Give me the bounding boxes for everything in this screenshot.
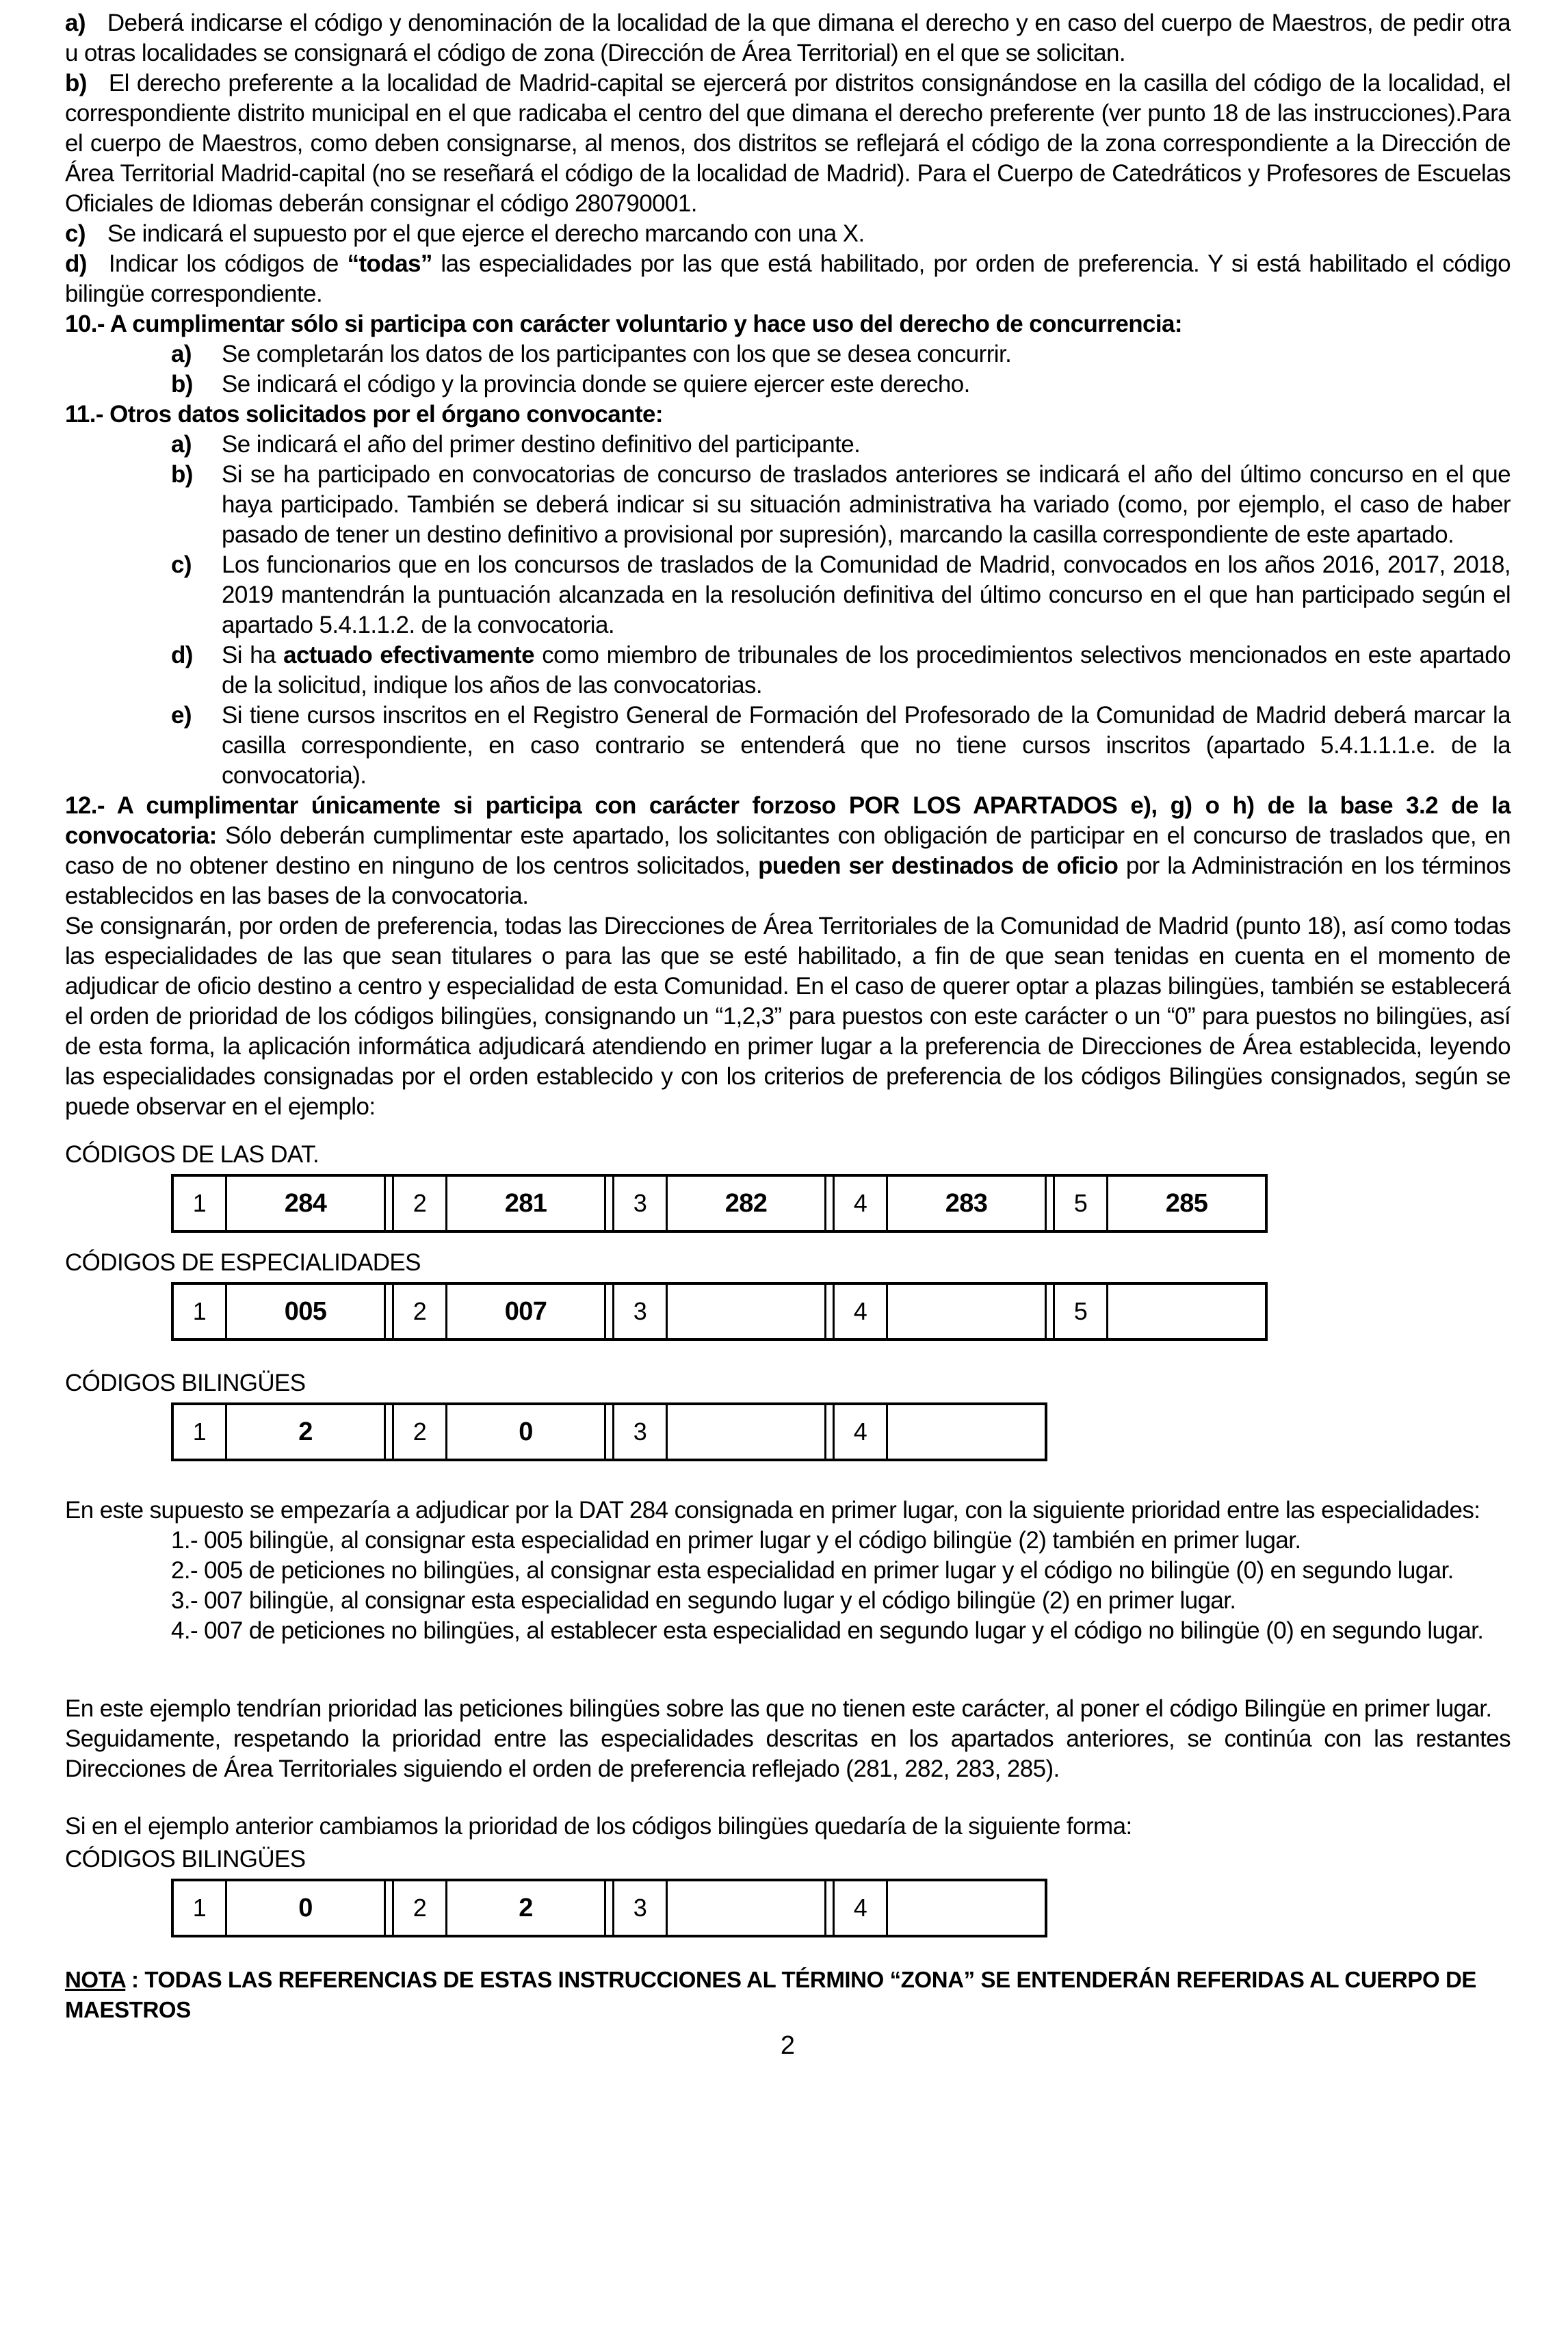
item-b-label: b) xyxy=(65,70,87,96)
table-dat xyxy=(171,1174,1268,1233)
table-cell-num: 4 xyxy=(835,1285,888,1338)
table-group xyxy=(833,1405,1045,1459)
section-11-item-c xyxy=(65,550,1511,640)
paragraph-item-a xyxy=(65,8,1511,68)
item-d-label: d) xyxy=(65,250,87,277)
table-cell-value xyxy=(888,1881,1045,1935)
item-b-text: El derecho preferente a la localidad de Madrid-capital se ejercerá por distritos consignándose en la casilla del código de la localidad, el correspondiente distrito municipal en el que radicaba el centro del que dimana el derecho preferente (ver punto 18 de las instrucciones).Para el cuerpo de Maestros, como deben consignarse, al menos, dos distritos se reflejará el código de la zona correspondiente a la Dirección de Área Territorial Madrid-capital (no se reseñará el código de la localidad de Madrid). Para el Cuerpo de Catedráticos y Profesores de Escuelas Oficiales de Idiomas deberán consignar el código 280790001. xyxy=(65,70,1511,217)
table-cell-value xyxy=(668,1405,824,1459)
table-cell-num: 1 xyxy=(174,1177,227,1230)
table-cell-num: 1 xyxy=(174,1285,227,1338)
priority-item-4: 4.- 007 de peticiones no bilingües, al establecer esta especialidad en segundo lugar y el código no bilingüe (0) en segundo lugar. xyxy=(171,1617,1484,1644)
item-d-text-after: las especialidades por las que está habilitado, por orden de preferencia. Y si está habilitado el código bilingüe correspondiente. xyxy=(65,250,1511,307)
table-cell-num: 3 xyxy=(614,1405,668,1459)
sub-item-label: d) xyxy=(171,642,193,668)
section-12-paragraph xyxy=(65,791,1511,911)
table-group xyxy=(174,1177,386,1230)
sub-item-text: Si tiene cursos inscritos en el Registro General de Formación del Profesorado de la Comunidad de Madrid deberá marcar la casilla correspondiente, en caso contrario se entenderá que no tiene cursos inscritos (apartado 5.4.1.1.1.e. de la convocatoria). xyxy=(222,702,1511,789)
table-cell-value xyxy=(888,1405,1045,1459)
table-group xyxy=(174,1881,386,1935)
paragraph-item-d xyxy=(65,249,1511,309)
table-group xyxy=(612,1881,826,1935)
section-12-bold-2: pueden ser destinados de oficio xyxy=(758,852,1119,879)
item-c-text: Se indicará el supuesto por el que ejerce el derecho marcando con una X. xyxy=(107,220,865,247)
item-d-text-before: Indicar los códigos de xyxy=(108,250,348,277)
sub-item-label: b) xyxy=(171,371,193,397)
paragraph-supuesto: En este supuesto se empezaría a adjudicar por la DAT 284 consignada en primer lugar, con la siguiente prioridad entre las especialidades: xyxy=(65,1497,1480,1524)
sub-item-label: a) xyxy=(171,341,192,367)
sub-item-text-before: Si ha xyxy=(222,642,284,668)
table-group xyxy=(833,1285,1047,1338)
table-cell-num: 4 xyxy=(835,1881,888,1935)
table-cell-value: 283 xyxy=(945,1189,988,1218)
section-12-text-1: Sólo deberán cumplimentar este apartado, los solicitantes con obligación de participar en el concurso de traslados que, en caso de no obtener destino en ninguno de los centros solicitados, xyxy=(65,822,1511,879)
table-cell-value: 007 xyxy=(504,1297,547,1326)
table-cell-value: 282 xyxy=(724,1189,768,1218)
section-10-heading: 10.- A cumplimentar sólo si participa con carácter voluntario y hace uso del derecho de concurrencia: xyxy=(65,311,1182,337)
table-cell-num: 5 xyxy=(1055,1285,1108,1338)
sub-item-bold: actuado efectivamente xyxy=(283,642,534,668)
table-cell-value: 285 xyxy=(1165,1189,1208,1218)
table-cell-num: 1 xyxy=(174,1881,227,1935)
table-especialidades-label: CÓDIGOS DE ESPECIALIDADES xyxy=(65,1249,421,1276)
table-cell-value xyxy=(668,1881,824,1935)
paragraph-item-c xyxy=(65,219,1511,249)
table-cell-value: 0 xyxy=(519,1418,533,1446)
table-group xyxy=(392,1881,606,1935)
table-group xyxy=(1053,1285,1265,1338)
paragraph-si-ejemplo: Si en el ejemplo anterior cambiamos la prioridad de los códigos bilingües quedaría de la siguiente forma: xyxy=(65,1813,1132,1840)
table-group xyxy=(1053,1177,1265,1230)
table-cell-num: 3 xyxy=(614,1177,668,1230)
table-dat-label: CÓDIGOS DE LAS DAT. xyxy=(65,1141,319,1168)
table-bilingues xyxy=(171,1402,1047,1461)
table-cell-num: 2 xyxy=(394,1285,447,1338)
sub-item-label: a) xyxy=(171,431,192,458)
table-cell-num: 4 xyxy=(835,1405,888,1459)
paragraph-seguidamente: Seguidamente, respetando la prioridad entre las especialidades descritas en los apartados anteriores, se continúa con las restantes Direcciones de Área Territoriales siguiendo el orden de preferencia reflejado (281, 282, 283, 285). xyxy=(65,1725,1511,1782)
priority-item-1: 1.- 005 bilingüe, al consignar esta especialidad en primer lugar y el código bilingüe (2) también en primer lugar. xyxy=(171,1527,1301,1554)
table-group xyxy=(392,1405,606,1459)
table-cell-num: 3 xyxy=(614,1881,668,1935)
table-bilingues-label: CÓDIGOS BILINGÜES xyxy=(65,1370,306,1396)
nota-line xyxy=(65,1965,1511,2025)
section-12-heading: 12.- A cumplimentar únicamente si participa con carácter forzoso POR LOS APARTADOS e), g) o h) de la base 3.2 de la convocatoria: xyxy=(65,792,1511,849)
item-c-label: c) xyxy=(65,220,86,247)
table-cell-num: 5 xyxy=(1055,1177,1108,1230)
priority-item-3: 3.- 007 bilingüe, al consignar esta especialidad en segundo lugar y el código bilingüe (2) en primer lugar. xyxy=(171,1587,1236,1614)
priority-item-2: 2.- 005 de peticiones no bilingües, al consignar esta especialidad en primer lugar y el código no bilingüe (0) en segundo lugar. xyxy=(171,1557,1454,1584)
table-especialidades xyxy=(171,1282,1268,1341)
section-11-heading: 11.- Otros datos solicitados por el órgano convocante: xyxy=(65,401,663,428)
table-group xyxy=(392,1177,606,1230)
sub-item-text-after: como miembro de tribunales de los procedimientos selectivos mencionados en este apartado de la solicitud, indique los años de las convocatorias. xyxy=(222,642,1511,699)
table-cell-num: 2 xyxy=(394,1405,447,1459)
paragraph-ejemplo: En este ejemplo tendrían prioridad las peticiones bilingües sobre las que no tienen este carácter, al poner el código Bilingüe en primer lugar. xyxy=(65,1695,1492,1722)
item-a-text: Deberá indicarse el código y denominación de la localidad de la que dimana el derecho y en caso del cuerpo de Maestros, de pedir otra u otras localidades se consignará el código de zona (Dirección de Área Territorial) en el que se solicitan. xyxy=(65,10,1511,66)
sub-item-text: Los funcionarios que en los concursos de traslados de la Comunidad de Madrid, convocados en los años 2016, 2017, 2018, 2019 mantendrán la puntuación alcanzada en la resolución definitiva del último concurso en el que han participado según el apartado 5.4.1.1.2. de la convocatoria. xyxy=(222,551,1511,638)
item-d-bold: “todas” xyxy=(347,250,432,277)
section-11-item-a xyxy=(65,430,1511,460)
table-group xyxy=(612,1285,826,1338)
table-cell-value: 281 xyxy=(504,1189,547,1218)
table-bilingues2-label: CÓDIGOS BILINGÜES xyxy=(65,1846,306,1872)
table-group xyxy=(612,1177,826,1230)
table-cell-num: 2 xyxy=(394,1177,447,1230)
item-a-label: a) xyxy=(65,10,86,36)
sub-item-text: Se indicará el año del primer destino definitivo del participante. xyxy=(222,431,861,458)
table-group xyxy=(612,1405,826,1459)
sub-item-label: c) xyxy=(171,551,192,578)
table-cell-value xyxy=(668,1285,824,1338)
sub-item-label: b) xyxy=(171,461,193,488)
table-cell-num: 4 xyxy=(835,1177,888,1230)
table-cell-value: 2 xyxy=(519,1894,533,1922)
table-cell-num: 1 xyxy=(174,1405,227,1459)
table-cell-value xyxy=(1108,1285,1265,1338)
nota-text: : TODAS LAS REFERENCIAS DE ESTAS INSTRUCCIONES AL TÉRMINO “ZONA” SE ENTENDERÁN REFERIDAS AL CUERPO DE MAESTROS xyxy=(65,1967,1477,2022)
sub-item-label: e) xyxy=(171,702,192,729)
table-cell-value: 284 xyxy=(284,1189,327,1218)
section-11-item-d xyxy=(65,640,1511,701)
table-group xyxy=(833,1177,1047,1230)
page-number: 2 xyxy=(780,2031,796,2060)
table-cell-num: 2 xyxy=(394,1881,447,1935)
paragraph-item-b xyxy=(65,68,1511,219)
section-10-item-b xyxy=(65,369,1511,400)
sub-item-text: Se completarán los datos de los participantes con los que se desea concurrir. xyxy=(222,341,1012,367)
sub-item-text: Si se ha participado en convocatorias de concurso de traslados anteriores se indicará el año del último concurso en el que haya participado. También se deberá indicar si su situación administrativa ha variado (como, por ejemplo, el caso de haber pasado de tener un destino definitivo a provisional por supresión), marcando la casilla correspondiente de este apartado. xyxy=(222,461,1511,548)
table-cell-value xyxy=(888,1285,1045,1338)
section-11-item-e xyxy=(65,701,1511,791)
table-cell-value: 0 xyxy=(298,1894,313,1922)
table-group xyxy=(174,1285,386,1338)
nota-label: NOTA xyxy=(65,1967,126,1992)
section-11-item-b xyxy=(65,460,1511,550)
sub-item-text: Se indicará el código y la provincia donde se quiere ejercer este derecho. xyxy=(222,371,970,397)
table-cell-value: 005 xyxy=(284,1297,327,1326)
table-group xyxy=(833,1881,1045,1935)
table-bilingues2 xyxy=(171,1879,1047,1937)
section-12-text-3: por la Administración en los términos establecidos en las bases de la convocatoria. xyxy=(65,852,1511,909)
table-group xyxy=(174,1405,386,1459)
table-group xyxy=(392,1285,606,1338)
table-cell-value: 2 xyxy=(298,1418,313,1446)
paragraph-consignaran: Se consignarán, por orden de preferencia, todas las Direcciones de Área Territoriales de la Comunidad de Madrid (punto 18), así como todas las especialidades de las que sean titulares o para las que se esté habilitado, a fin de que sean tenidas en cuenta en el momento de adjudicar de oficio destino a centro y especialidad de esta Comunidad. En el caso de querer optar a plazas bilingües, también se establecerá el orden de prioridad de los códigos bilingües, consignando un “1,2,3” para puestos con este carácter o un “0” para puestos no bilingües, así de esta forma, la aplicación informática adjudicará atendiendo en primer lugar a la preferencia de Direcciones de Área establecida, leyendo las especialidades consignadas por el orden establecido y con los criterios de preferencia de los códigos Bilingües consignados, según se puede observar en el ejemplo: xyxy=(65,913,1511,1120)
table-cell-num: 3 xyxy=(614,1285,668,1338)
section-10-item-a xyxy=(65,339,1511,369)
